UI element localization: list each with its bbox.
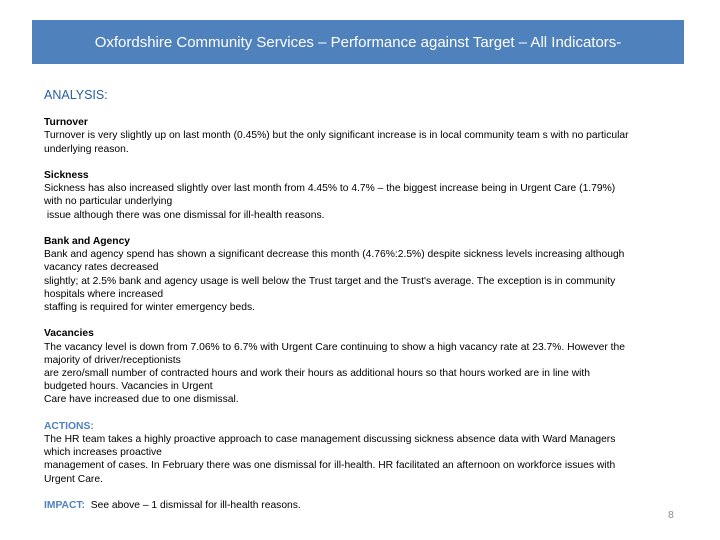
impact-text: See above – 1 dismissal for ill-health reasons. [90, 500, 301, 511]
vacancies-heading: Vacancies [44, 328, 94, 339]
bank-agency-line: hospitals where increased [44, 289, 164, 300]
actions-line: The HR team takes a highly proactive approach to case management discussing sickness absence data with Ward Managers [44, 434, 616, 445]
vacancies-line: budgeted hours. Vacancies in Urgent [44, 381, 213, 392]
vacancies-line: majority of driver/receptionists [44, 355, 181, 366]
bank-agency-line: Bank and agency spend has shown a significant decrease this month (4.76%:2.5%) despite sickness levels increasing although [44, 249, 625, 260]
sickness-line: with no particular underlying [44, 196, 173, 207]
analysis-label: ANALYSIS: [44, 88, 108, 102]
actions-line: Urgent Care. [44, 474, 103, 485]
turnover-line: Turnover is very slightly up on last month (0.45%) but the only significant increase is in local community team s with no particular [44, 130, 629, 141]
bank-agency-line: staffing is required for winter emergency beds. [44, 302, 256, 313]
sickness-heading: Sickness [44, 170, 89, 181]
actions-label: ACTIONS: [44, 421, 94, 432]
slide-title: Oxfordshire Community Services – Performance against Target – All Indicators- [94, 33, 622, 51]
bank-agency-line: slightly; at 2.5% bank and agency usage is well below the Trust target and the Trust's average. The exception is in community [44, 276, 616, 287]
page-number: 8 [668, 509, 674, 521]
vacancies-line: are zero/small number of contracted hours and work their hours as additional hours so that hours worked are in line with [44, 368, 591, 379]
slide-title-bar [32, 20, 684, 64]
turnover-line: underlying reason. [44, 144, 129, 155]
vacancies-line: Care have increased due to one dismissal. [44, 394, 239, 405]
sickness-line: Sickness has also increased slightly over last month from 4.45% to 4.7% – the biggest increase being in Urgent Care (1.79%) [44, 183, 616, 194]
turnover-heading: Turnover [44, 117, 88, 128]
vacancies-line: The vacancy level is down from 7.06% to 6.7% with Urgent Care continuing to show a high vacancy rate at 23.7%. However the [44, 342, 625, 353]
sickness-line: issue although there was one dismissal for ill-health reasons. [44, 210, 325, 221]
impact-label: IMPACT: [44, 500, 85, 511]
bank-agency-heading: Bank and Agency [44, 236, 131, 247]
impact-row [44, 499, 301, 512]
bank-agency-line: vacancy rates decreased [44, 262, 159, 273]
actions-line: management of cases. In February there was one dismissal for ill-health. HR facilitated an afternoon on workforce issues with [44, 460, 616, 471]
actions-line: which increases proactive [44, 447, 162, 458]
